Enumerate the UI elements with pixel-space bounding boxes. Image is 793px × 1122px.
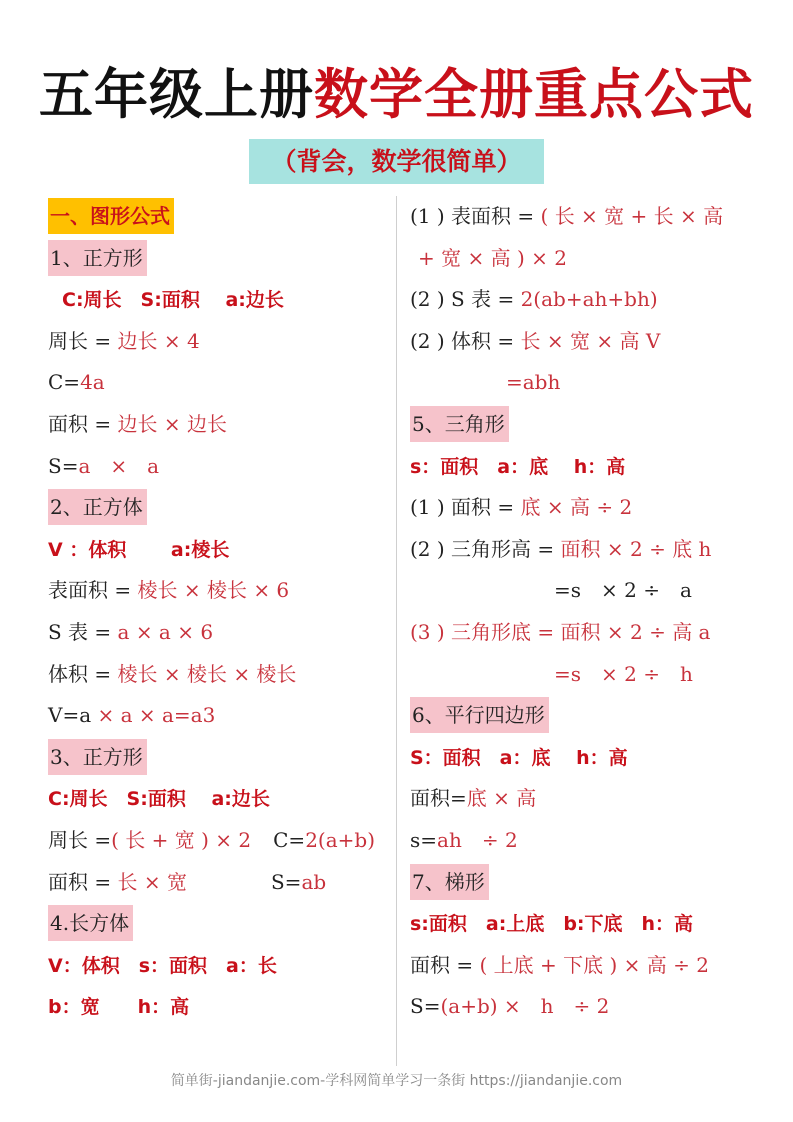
title-black: 五年级上册 xyxy=(39,63,314,126)
cuboid-surface-cont: + 宽 × 高 ) × 2 xyxy=(418,245,567,270)
trapezoid-variables: s:面积 a:上底 b:下底 h：高 xyxy=(410,913,694,936)
cube-surface-formula: S 表 = a × a × 6 xyxy=(48,619,214,644)
rectangle-area: 面积 = 长 × 宽 S=ab xyxy=(48,869,327,894)
left-column xyxy=(48,196,388,1028)
parallelogram-heading: 6、平行四边形 xyxy=(410,695,760,737)
cube-surface: 表面积 = 棱长 × 棱长 × 6 xyxy=(48,578,290,603)
cuboid-surface-formula: (2 ) S 表 = 2(ab+ah+bh) xyxy=(410,287,658,312)
parallelogram-variables: S：面积 a：底 h：高 xyxy=(410,746,628,769)
square-area-formula: S=a × a xyxy=(48,453,160,478)
trapezoid-area-formula: S=(a+b) × h ÷ 2 xyxy=(410,994,610,1019)
page-title xyxy=(0,52,793,129)
rectangle-heading: 3、正方形 xyxy=(48,737,388,779)
right-column xyxy=(410,196,760,1028)
cube-heading: 2、正方体 xyxy=(48,487,388,529)
triangle-height-formula: =s × 2 ÷ a xyxy=(554,578,692,603)
triangle-height: (2 ) 三角形高 = 面积 × 2 ÷ 底 h xyxy=(410,536,712,561)
triangle-area: (1 ) 面积 = 底 × 高 ÷ 2 xyxy=(410,495,633,520)
cuboid-volume-formula: =abh xyxy=(506,370,561,395)
square-perimeter-formula: C=4a xyxy=(48,370,105,395)
square-area: 面积 = 边长 × 边长 xyxy=(48,411,227,436)
rectangle-variables: C:周长 S:面积 a:边长 xyxy=(48,788,270,811)
square-perimeter: 周长 = 边长 × 4 xyxy=(48,328,200,353)
triangle-base-formula: =s × 2 ÷ h xyxy=(554,661,693,686)
section-heading: 一、图形公式 xyxy=(48,196,388,238)
triangle-variables: s：面积 a：底 h：高 xyxy=(410,455,626,478)
parallelogram-area: 面积=底 × 高 xyxy=(410,786,537,811)
rectangle-perimeter: 周长 =( 长 + 宽 ) × 2 C=2(a+b) xyxy=(48,827,376,852)
square-heading: 1、正方形 xyxy=(48,238,388,280)
square-variables: C:周长 S:面积 a:边长 xyxy=(62,289,284,312)
cube-volume: 体积 = 棱长 × 棱长 × 棱长 xyxy=(48,661,297,686)
subtitle: （背会，数学很简单） xyxy=(249,139,544,184)
parallelogram-area-formula: s=ah ÷ 2 xyxy=(410,827,518,852)
cube-volume-formula: V=a × a × a=a3 xyxy=(48,703,216,728)
column-divider xyxy=(396,196,397,1066)
footer-watermark: 简单街-jiandanjie.com-学科网简单学习一条街 https://jiandanjie.com xyxy=(170,1073,623,1089)
cuboid-variables: V：体积 s：面积 a：长 xyxy=(48,954,277,977)
trapezoid-area: 面积 = ( 上底 + 下底 ) × 高 ÷ 2 xyxy=(410,952,709,977)
triangle-heading: 5、三角形 xyxy=(410,404,760,446)
title-red: 数学全册重点公式 xyxy=(314,63,754,126)
cuboid-surface: (1 ) 表面积 = ( 长 × 宽 + 长 × 高 xyxy=(410,204,724,228)
cuboid-variables-2: b：宽 h：高 xyxy=(48,996,190,1019)
cuboid-heading: 4.长方体 xyxy=(48,903,388,945)
trapezoid-heading: 7、梯形 xyxy=(410,862,760,904)
cuboid-volume: (2 ) 体积 = 长 × 宽 × 高 V xyxy=(410,328,661,353)
cube-variables: V ：体积 a:棱长 xyxy=(48,538,230,561)
triangle-base: (3 ) 三角形底 = 面积 × 2 ÷ 高 a xyxy=(410,619,711,644)
